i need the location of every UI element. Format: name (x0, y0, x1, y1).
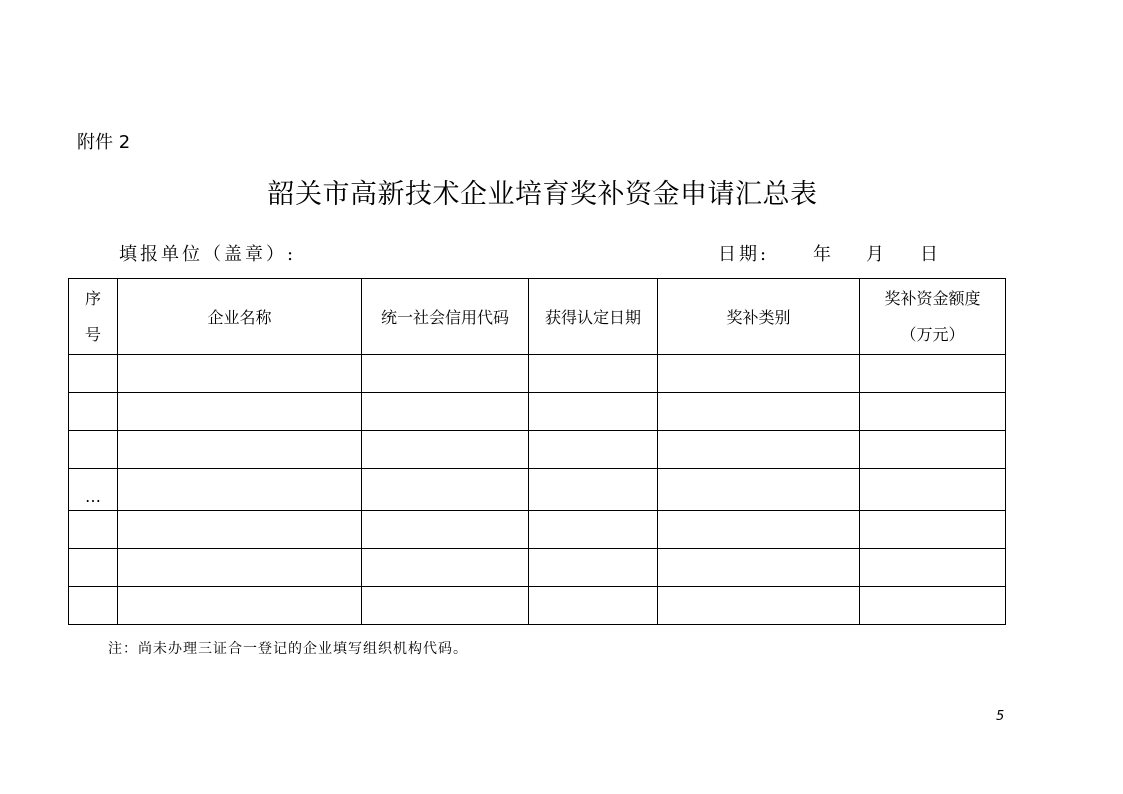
cell-amount[interactable] (860, 469, 1006, 511)
summary-table (68, 278, 1006, 625)
table-row (69, 469, 1006, 511)
fill-unit-label: 填报单位（盖章）: (119, 244, 297, 265)
page-number: 5 (996, 709, 1005, 724)
cell-subsidy-type[interactable] (658, 549, 860, 587)
cell-credit-code[interactable] (362, 355, 529, 393)
header-seq-line1: 序 (84, 288, 101, 308)
cell-subsidy-type[interactable] (658, 511, 860, 549)
date-year-label: 年 (813, 244, 831, 265)
table-row (69, 393, 1006, 431)
date-month-label: 月 (866, 244, 884, 265)
cell-company-name[interactable] (118, 431, 362, 469)
cell-amount[interactable] (860, 587, 1006, 625)
cell-amount[interactable] (860, 549, 1006, 587)
cell-certified-date[interactable] (529, 469, 658, 511)
header-amount (860, 279, 1006, 355)
cell-credit-code[interactable] (362, 393, 529, 431)
cell-credit-code[interactable] (362, 549, 529, 587)
cell-amount[interactable] (860, 355, 1006, 393)
header-amount-line1: 奖补资金额度 (884, 288, 981, 308)
cell-amount[interactable] (860, 511, 1006, 549)
header-company-name: 企业名称 (118, 279, 362, 355)
attachment-label: 附件 2 (77, 132, 131, 153)
cell-seq[interactable] (69, 431, 118, 469)
cell-certified-date[interactable] (529, 587, 658, 625)
cell-company-name[interactable] (118, 393, 362, 431)
cell-amount[interactable] (860, 431, 1006, 469)
header-seq-line2: 号 (84, 324, 101, 344)
cell-subsidy-type[interactable] (658, 355, 860, 393)
cell-credit-code[interactable] (362, 587, 529, 625)
cell-subsidy-type[interactable] (658, 469, 860, 511)
header-credit-code: 统一社会信用代码 (362, 279, 529, 355)
table-footnote: 注：尚未办理三证合一登记的企业填写组织机构代码。 (108, 641, 468, 657)
cell-subsidy-type[interactable] (658, 431, 860, 469)
header-certified-date: 获得认定日期 (529, 279, 658, 355)
cell-subsidy-type[interactable] (658, 587, 860, 625)
cell-seq[interactable] (69, 587, 118, 625)
cell-certified-date[interactable] (529, 549, 658, 587)
cell-credit-code[interactable] (362, 469, 529, 511)
cell-company-name[interactable] (118, 587, 362, 625)
cell-company-name[interactable] (118, 469, 362, 511)
cell-seq[interactable] (69, 355, 118, 393)
header-subsidy-type: 奖补类别 (658, 279, 860, 355)
cell-certified-date[interactable] (529, 393, 658, 431)
cell-seq[interactable] (69, 549, 118, 587)
cell-credit-code[interactable] (362, 431, 529, 469)
cell-subsidy-type[interactable] (658, 393, 860, 431)
table-row (69, 355, 1006, 393)
table-row (69, 587, 1006, 625)
cell-seq[interactable] (69, 511, 118, 549)
cell-credit-code[interactable] (362, 511, 529, 549)
cell-certified-date[interactable] (529, 431, 658, 469)
cell-amount[interactable] (860, 393, 1006, 431)
date-label: 日期: (718, 244, 770, 265)
cell-company-name[interactable] (118, 549, 362, 587)
date-day-label: 日 (920, 244, 938, 265)
table-row (69, 431, 1006, 469)
table-header-row (69, 279, 1006, 355)
page-title: 韶关市高新技术企业培育奖补资金申请汇总表 (267, 179, 818, 210)
header-amount-line2: （万元） (900, 324, 965, 344)
cell-company-name[interactable] (118, 511, 362, 549)
cell-certified-date[interactable] (529, 511, 658, 549)
header-seq (69, 279, 118, 355)
table-row (69, 511, 1006, 549)
cell-seq[interactable] (69, 393, 118, 431)
table-row (69, 549, 1006, 587)
cell-certified-date[interactable] (529, 355, 658, 393)
cell-seq[interactable]: … (69, 469, 118, 511)
cell-company-name[interactable] (118, 355, 362, 393)
